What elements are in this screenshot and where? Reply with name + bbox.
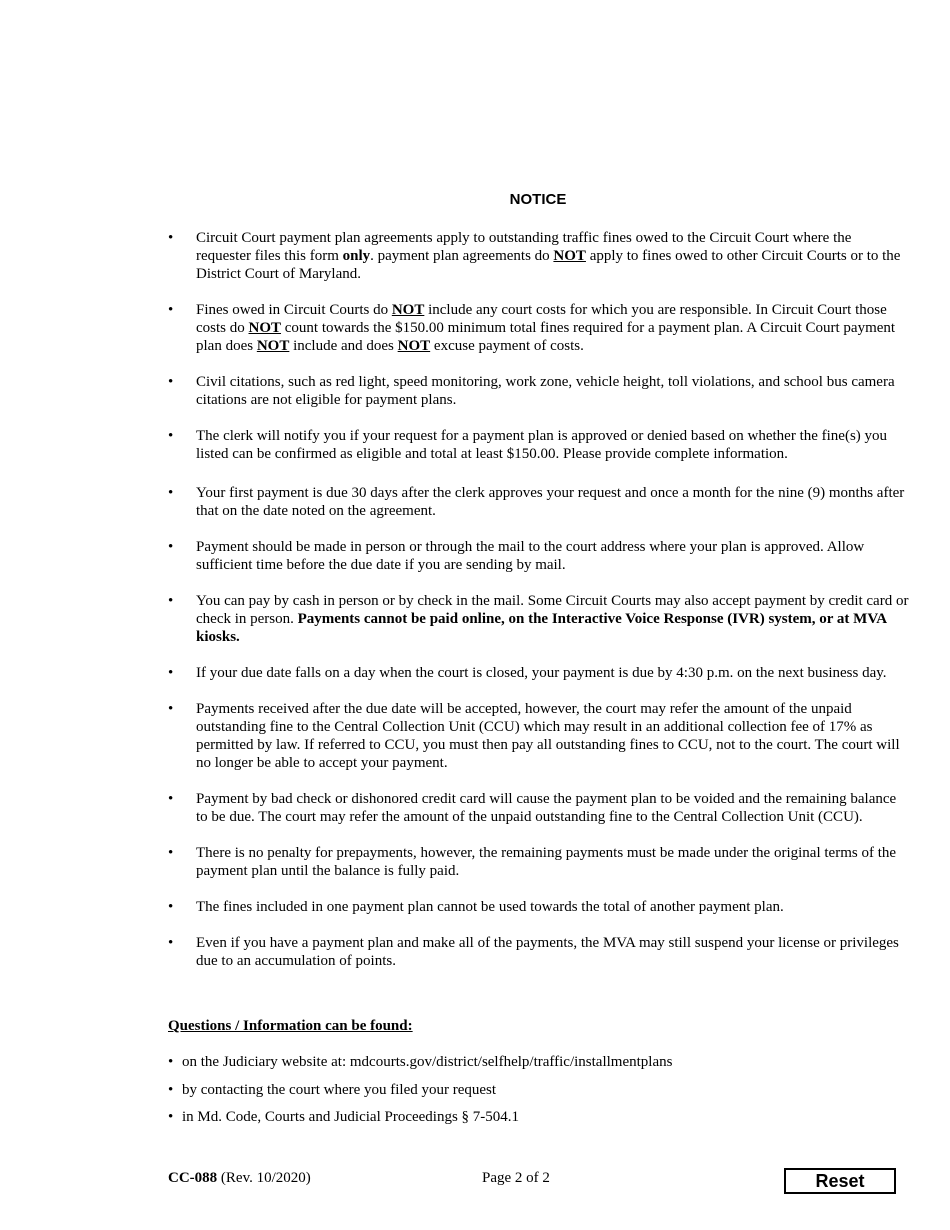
notice-item: • The clerk will notify you if your request for a payment plan is approved or denied based on whether the fine(s) you listed can be confirmed as eligible and total at least $150.00. Please provide complete information. — [168, 428, 888, 462]
notice-item: • If your due date falls on a day when the court is closed, your payment is due by 4:30 p.m. on the next business day. — [168, 665, 887, 681]
notice-item: • You can pay by cash in person or by check in the mail. Some Circuit Courts may also accept payment by credit card or check in person. Payments cannot be paid online, on the Interactive Voice Response (IVR) system, or at MVA kiosks. — [168, 593, 909, 645]
page-number: Page 2 of 2 — [482, 1170, 550, 1186]
list-item: • in Md. Code, Courts and Judicial Proceedings § 7-504.1 — [168, 1109, 520, 1125]
form-code — [168, 1170, 311, 1187]
bullet-icon: • — [168, 1109, 174, 1125]
bullet-icon: • — [168, 935, 174, 951]
bullet-icon: • — [168, 665, 174, 681]
form-number: CC-088 — [168, 1170, 218, 1186]
bullet-icon: • — [168, 845, 174, 861]
notice-item: • There is no penalty for prepayments, however, the remaining payments must be made under the original terms of the payment plan until the balance is fully paid. — [168, 845, 897, 879]
questions-heading: Questions / Information can be found: — [168, 1018, 413, 1034]
bullet-icon: • — [168, 1054, 174, 1070]
notice-list — [168, 229, 910, 988]
bullet-icon: • — [168, 791, 174, 807]
notice-item: • Your first payment is due 30 days after the clerk approves your request and once a month for the nine (9) months after that on the date noted on the agreement. — [168, 485, 905, 519]
bullet-icon: • — [168, 374, 174, 390]
notice-item: • Civil citations, such as red light, speed monitoring, work zone, vehicle height, toll violations, and school bus camera citations are not eligible for payment plans. — [168, 374, 895, 408]
notice-item: • Even if you have a payment plan and make all of the payments, the MVA may still suspend your license or privileges due to an accumulation of points. — [168, 935, 899, 969]
notice-item: • The fines included in one payment plan cannot be used towards the total of another payment plan. — [168, 899, 784, 915]
bullet-icon: • — [168, 701, 174, 717]
questions-list — [168, 1053, 672, 1136]
form-revision: (Rev. 10/2020) — [217, 1170, 311, 1186]
notice-item: • Payments received after the due date will be accepted, however, the court may refer the amount of the unpaid outstanding fine to the Central Collection Unit (CCU) which may result in an additional collection fee of 17% as permitted by law. If referred to CCU, you must then pay all outstanding fines to CCU, not to the court. The court will no longer be able to accept your payment. — [168, 701, 900, 771]
list-item: • on the Judiciary website at: mdcourts.gov/district/selfhelp/traffic/installmentplans — [168, 1054, 673, 1070]
list-item: • by contacting the court where you filed your request — [168, 1081, 497, 1098]
notice-item: • Circuit Court payment plan agreements apply to outstanding traffic fines owed to the Circuit Court where the requester files this form only. payment plan agreements do NOT apply to fines owed to other Circuit Courts or to the District Court of Maryland. — [168, 230, 901, 282]
notice-item: • Fines owed in Circuit Courts do NOT include any court costs for which you are responsible. In Circuit Court those costs do NOT count towards the $150.00 minimum total fines required for a payment plan. A Circuit Court payment plan does NOT include and does NOT excuse payment of costs. — [168, 302, 896, 354]
notice-item: • Payment by bad check or dishonored credit card will cause the payment plan to be voided and the remaining balance to be due. The court may refer the amount of the unpaid outstanding fine to the Central Collection Unit (CCU). — [168, 791, 897, 825]
bullet-icon: • — [168, 1081, 174, 1098]
bullet-icon: • — [168, 899, 174, 915]
bullet-icon: • — [168, 230, 174, 246]
bullet-icon: • — [168, 428, 174, 444]
bullet-icon: • — [168, 539, 174, 555]
bullet-icon: • — [168, 485, 174, 501]
notice-item: • Payment should be made in person or through the mail to the court address where your plan is approved. Allow sufficient time before the due date if you are sending by mail. — [168, 539, 865, 573]
notice-title: NOTICE — [509, 191, 567, 208]
bullet-icon: • — [168, 302, 174, 318]
reset-button[interactable]: Reset — [784, 1168, 896, 1194]
bullet-icon: • — [168, 593, 174, 609]
